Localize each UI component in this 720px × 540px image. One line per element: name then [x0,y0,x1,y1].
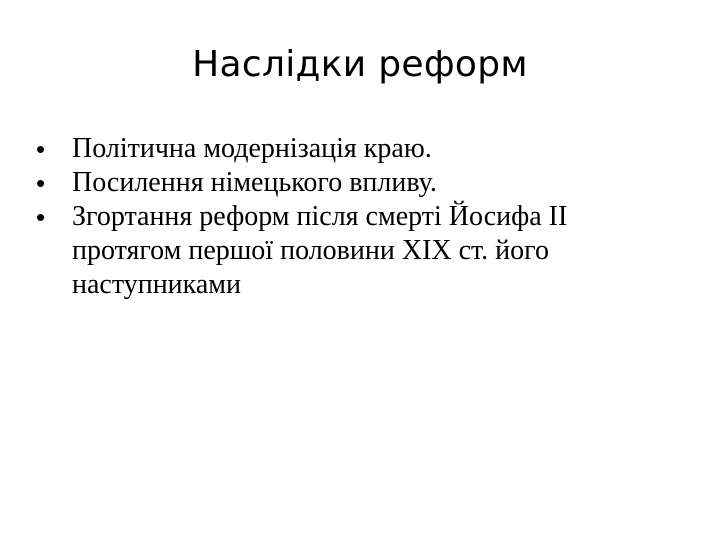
bullet-text: Згортання реформ після смерті Йосифа ІІ протягом першої половини XIX ст. його наступниками [72,201,568,300]
bullet-text: Посилення німецького впливу. [72,167,437,198]
bullet-text: Політична модернізація краю. [72,133,432,164]
bullet-list [36,132,676,302]
bullet-icon: • [36,202,46,232]
bullet-item-3 [36,200,676,302]
bullet-item-1 [36,132,676,166]
bullet-item-2 [36,166,676,200]
bullet-icon: • [36,134,46,164]
bullet-icon: • [36,168,46,198]
slide-title: Наслідки реформ [192,44,528,85]
